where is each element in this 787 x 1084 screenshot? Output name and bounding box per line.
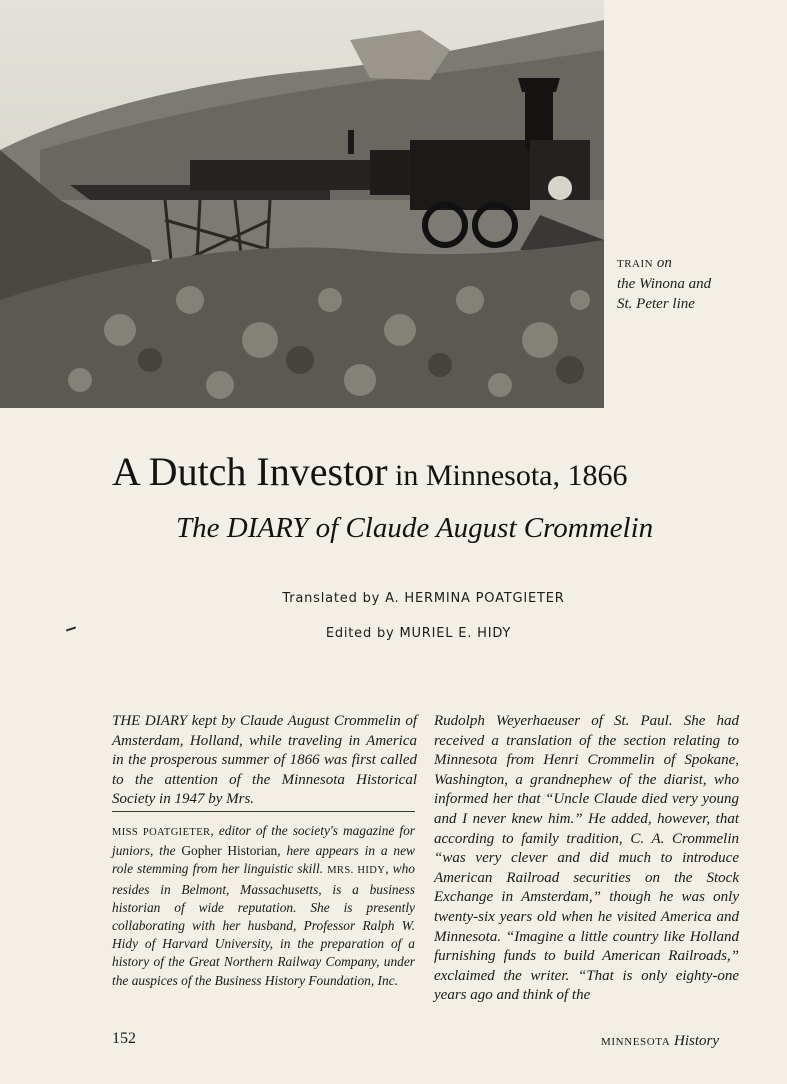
journal-name-smallcaps: MINNESOTA <box>601 1036 671 1048</box>
contributor-name-2: MRS. HIDY <box>327 865 386 877</box>
running-footer <box>601 1033 719 1050</box>
contributor-text-1: , editor of the society's magazine for juniors, the <box>112 823 416 859</box>
contributor-note <box>112 822 415 990</box>
translator-credit <box>0 591 787 606</box>
magazine-name: Gopher Historian <box>181 843 278 859</box>
caption-lead: TRAIN <box>617 258 654 270</box>
footnote-divider <box>112 811 415 812</box>
article-title <box>112 448 628 495</box>
body-paragraph-right: Rudolph Weyerhaeuser of St. Paul. She had received a translation of the section relating to Minnesota from Henri Crommelin of Spokane, Washington, a grandnephew of the diarist, who informed her that “Uncle Claude died very young and I never knew him.” He added, however, that according to family tradition, C. A. Crommelin “was very clever and did much to introduce American Railroad securities on the Stock Exchange in Amsterdam,” though he was only twenty-six years old when he visited America and Minnesota. “Imagine a little country like Holland furnishing funds to build American Railroads,” exclaimed the writer. “That is only eighty-one years ago and think of the <box>434 713 739 1004</box>
body-paragraph-left: THE DIARY kept by Claude August Crommelin of Amsterdam, Holland, while traveling in America in the prosperous summer of 1866 was first called to the attention of the Minnesota Historical Society in 1947 by Mrs. <box>112 713 417 808</box>
train-photo-icon <box>0 0 604 408</box>
article-subtitle: The DIARY of Claude August Crommelin <box>176 512 654 544</box>
page-number: 152 <box>112 1030 136 1047</box>
body-column-left <box>112 712 417 810</box>
body-column-right <box>434 712 739 1006</box>
train-photograph <box>0 0 604 408</box>
title-tail: in Minnesota, 1866 <box>387 459 628 492</box>
editor-name: MURIEL E. HIDY <box>399 626 512 641</box>
translator-name: A. HERMINA POATGIETER <box>385 591 565 606</box>
edited-by-label: Edited by <box>325 626 400 641</box>
caption-line-2: the Winona and <box>617 276 712 292</box>
title-main: A Dutch Investor <box>112 449 388 494</box>
caption-line-3: St. Peter line <box>617 296 695 312</box>
caption-rest: on <box>653 255 672 271</box>
translated-by-label: Translated by <box>282 591 386 606</box>
photo-caption <box>617 253 767 314</box>
editor-credit <box>0 626 787 641</box>
contributor-text-3: , who resides in Belmont, Massachusetts, is a business historian of wide reputation. She is presently collaborating with her husband, Professor Ralph W. Hidy of Harvard University, in the preparation of a history of the Great Northern Railway Company, under the auspices of the Business History Foundation, Inc. <box>112 861 415 988</box>
contributor-text-2: , here appears in a new role stemming from her linguistic skill. <box>112 843 415 877</box>
contributor-name-1: MISS POATGIETER <box>112 827 211 838</box>
journal-name-italic: History <box>670 1033 720 1049</box>
